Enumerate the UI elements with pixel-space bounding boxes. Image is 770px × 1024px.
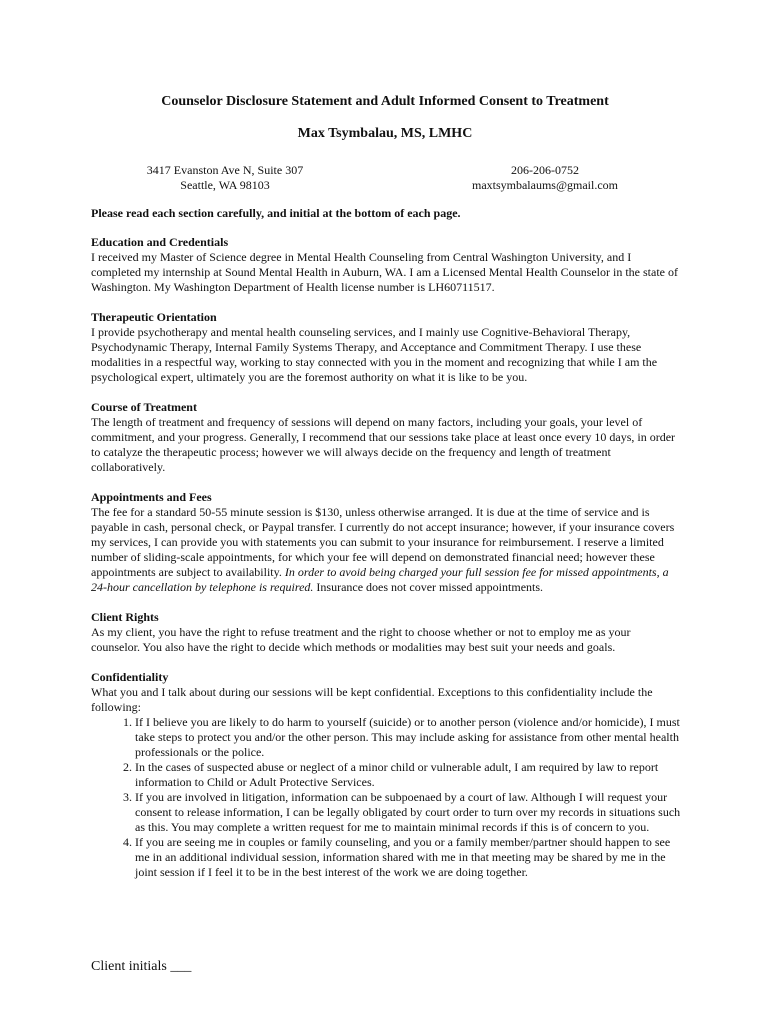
exceptions-list [91,715,681,880]
section-heading: Appointments and Fees [91,490,212,504]
phone-number: 206-206-0752 [511,163,579,177]
section-text: As my client, you have the right to refuse treatment and the right to choose whether or not to employ me as your counselor. You also have the right to decide which methods or modalities may best suit your needs and goals. [91,625,631,654]
section-text: I provide psychotherapy and mental health counseling services, and I mainly use Cognitive-Behavioral Therapy, Psychodynamic Therapy, Internal Family Systems Therapy, and Acceptance and Commitment Therapy. I use these modalities in a respectful way, working to stay connected with you in the moment and recognizing that while I am the psychological expert, ultimately you are the foremost authority on what it is like to be you. [91,325,658,384]
section-text: What you and I talk about during our sessions will be kept confidential. Exceptions to this confidentiality include the following: [91,685,653,714]
section-fees [91,490,681,595]
section-heading: Course of Treatment [91,400,197,414]
fees-text-start: The fee for a standard 50-55 minute session is $130, unless otherwise arranged. It is due at the time of service and is payable in cash, personal check, or Paypal transfer. I currently do not accept insurance; however, if your insurance covers my services, I can provide you with statements you can submit to your insurance for reimbursement. I reserve a limited number of sliding-scale appointments, for which your fee will depend on demonstrated financial need; however these appointments are subject to availability. [91,505,675,579]
section-orientation [91,310,681,385]
fees-text-end: Insurance does not cover missed appointments. [313,580,544,594]
document-title: Counselor Disclosure Statement and Adult Informed Consent to Treatment [161,94,609,109]
section-heading: Client Rights [91,610,159,624]
section-rights [91,610,681,655]
cancellation-policy-text: In order to avoid being charged your full session fee for missed appointments, a 24-hour cancellation by telephone is required. [91,565,669,594]
address-line-2: Seattle, WA 98103 [180,178,270,192]
list-item: 4. If you are seeing me in couples or family counseling, and you or a family member/partner should happen to see me in an additional individual session, information shared with me in that meeting may be shared by me in the joint session if I feel it to be in the best interest of the work we are doing together. [135,835,681,880]
instruction-text: Please read each section carefully, and initial at the bottom of each page. [91,206,461,220]
section-heading: Therapeutic Orientation [91,310,217,324]
section-heading: Confidentiality [91,670,169,684]
client-initials-line: Client initials ___ [91,959,192,974]
counselor-name: Max Tsymbalau, MS, LMHC [297,126,473,141]
section-text: The length of treatment and frequency of sessions will depend on many factors, including your goals, your level of commitment, and your progress. Generally, I recommend that our sessions take place at least once every 10 days, in order to catalyze the therapeutic process; however we will always decide on the frequency and length of treatment collaboratively. [91,415,676,474]
address-line-1: 3417 Evanston Ave N, Suite 307 [146,163,304,177]
contact-block [440,163,650,193]
section-text: I received my Master of Science degree in Mental Health Counseling from Central Washington University, and I completed my internship at Sound Mental Health in Auburn, WA. I am a Licensed Mental Health Counselor in the state of Washington. My Washington Department of Health license number is LH60711517. [91,250,678,294]
section-confidentiality [91,670,681,880]
email-address: maxtsymbalaums@gmail.com [471,178,619,192]
section-education [91,235,681,295]
section-text [91,505,681,595]
section-course [91,400,681,475]
section-heading: Education and Credentials [91,235,229,249]
list-item: 3. If you are involved in litigation, information can be subpoenaed by a court of law. Although I will request your consent to release information, I can be legally obligated by court order to turn over my records in situations such as this. You may complete a written request for me to maintain minimal records if this is of concern to you. [135,790,681,835]
document-body [91,235,681,895]
address-block [120,163,330,193]
list-item: 2. In the cases of suspected abuse or neglect of a minor child or vulnerable adult, I am required by law to report information to Child or Adult Protective Services. [135,760,681,790]
list-item: 1. If I believe you are likely to do harm to yourself (suicide) or to another person (violence and/or homicide), I must take steps to protect you and/or the other person. This may include asking for assistance from other mental health professionals or the police. [135,715,681,760]
